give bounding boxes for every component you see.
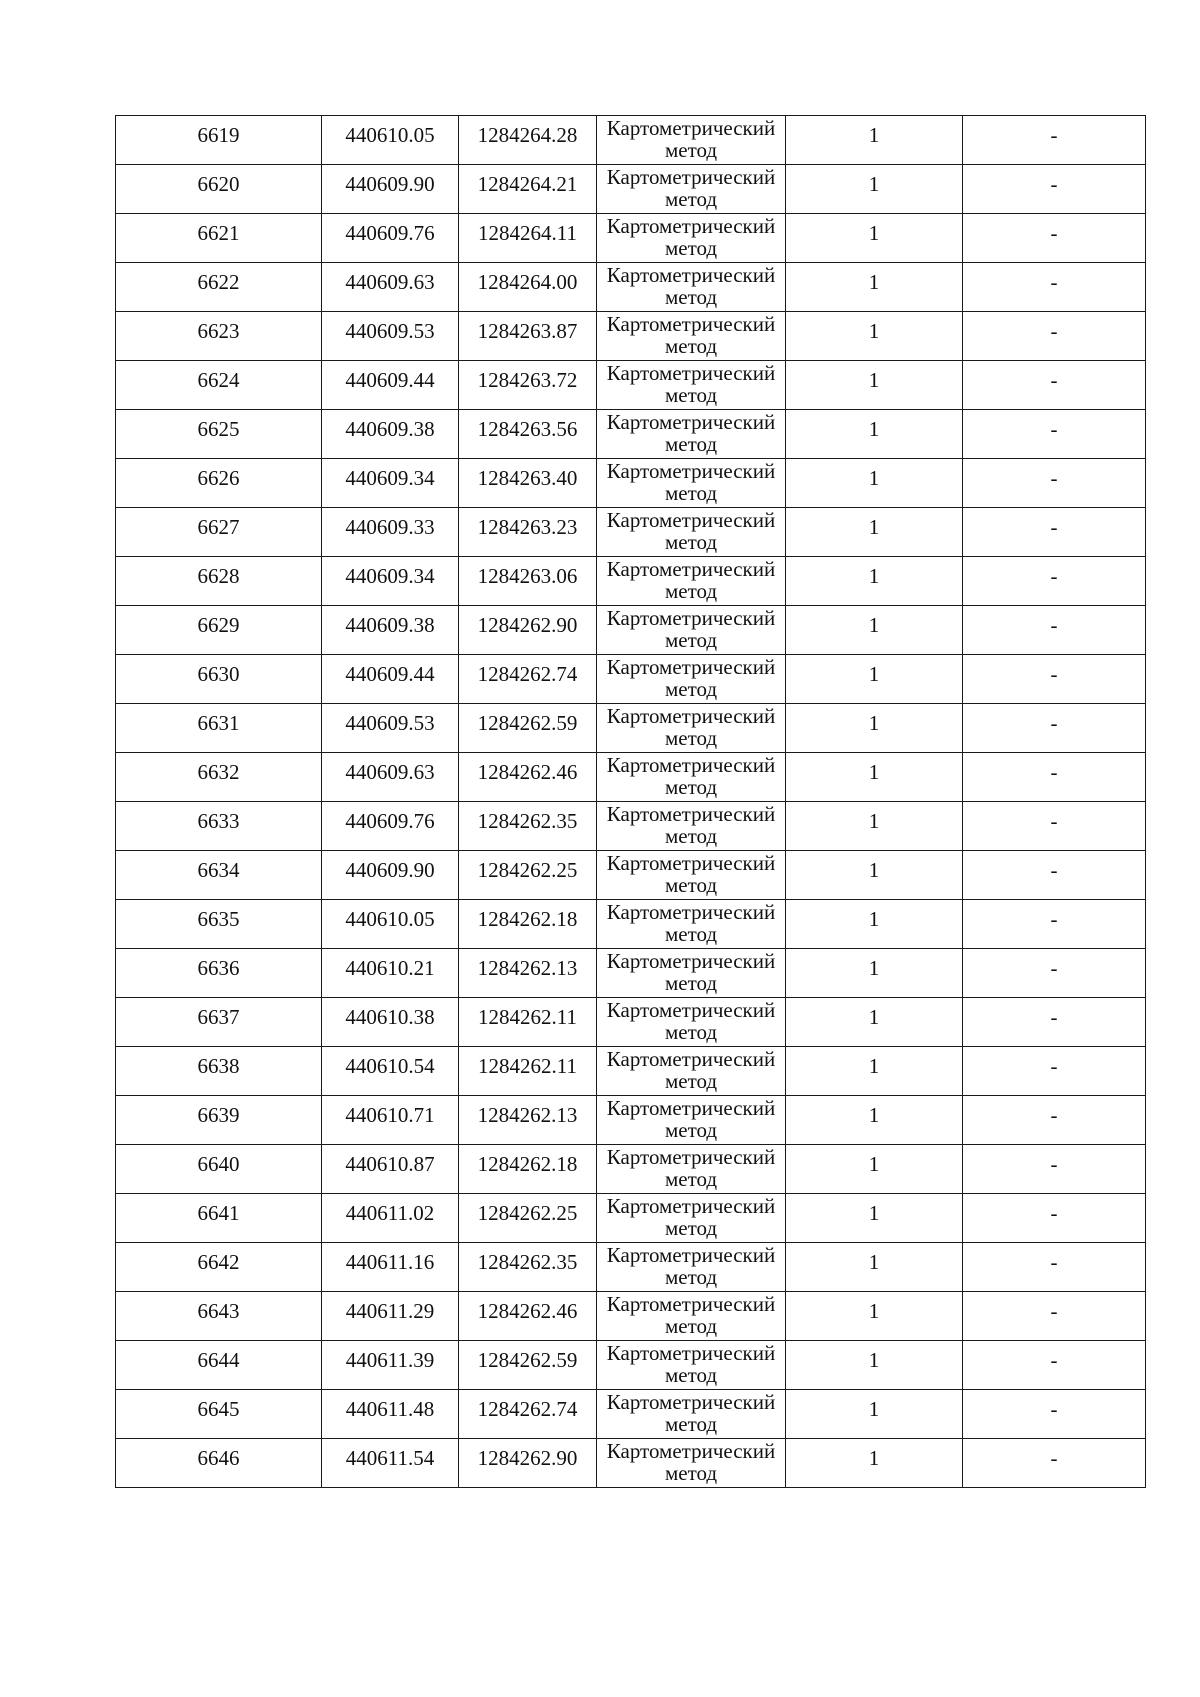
method-text-line1: Картометрический [606,165,776,189]
point-number-cell: 6627 [116,508,322,557]
y-coordinate-cell: 1284262.11 [459,998,597,1047]
method-cell [597,900,786,949]
method-text-line2: метод [664,481,718,505]
method-text-line2: метод [664,1069,718,1093]
method-text-line1: Картометрический [606,508,776,532]
table-row [116,312,1146,361]
y-coordinate-cell: 1284262.59 [459,1341,597,1390]
y-coordinate-cell: 1284262.46 [459,753,597,802]
x-coordinate-cell: 440609.34 [322,459,459,508]
description-cell: - [963,361,1146,410]
method-text-line2: метод [664,138,718,162]
method-cell [597,1341,786,1390]
point-number-cell: 6637 [116,998,322,1047]
accuracy-cell: 1 [786,410,963,459]
description-cell: - [963,606,1146,655]
y-coordinate-cell: 1284262.46 [459,1292,597,1341]
x-coordinate-cell: 440609.44 [322,361,459,410]
table-row [116,1096,1146,1145]
table-row [116,459,1146,508]
method-text-line1: Картометрический [606,312,776,336]
description-cell: - [963,802,1146,851]
method-cell [597,312,786,361]
accuracy-cell: 1 [786,1243,963,1292]
method-cell [597,704,786,753]
method-text-line1: Картометрический [606,1439,776,1463]
x-coordinate-cell: 440610.05 [322,116,459,165]
x-coordinate-cell: 440611.29 [322,1292,459,1341]
method-text-line2: метод [664,677,718,701]
description-cell: - [963,704,1146,753]
point-number-cell: 6644 [116,1341,322,1390]
method-text-line1: Картометрический [606,1243,776,1267]
description-cell: - [963,998,1146,1047]
y-coordinate-cell: 1284262.35 [459,802,597,851]
method-text-line1: Картометрический [606,361,776,385]
description-cell: - [963,1194,1146,1243]
point-number-cell: 6640 [116,1145,322,1194]
method-cell [597,214,786,263]
x-coordinate-cell: 440610.54 [322,1047,459,1096]
method-cell [597,1047,786,1096]
y-coordinate-cell: 1284262.90 [459,1439,597,1488]
x-coordinate-cell: 440611.16 [322,1243,459,1292]
method-text-line1: Картометрический [606,263,776,287]
method-text-line2: метод [664,432,718,456]
table-row [116,263,1146,312]
point-number-cell: 6630 [116,655,322,704]
method-text-line2: метод [664,726,718,750]
description-cell: - [963,1439,1146,1488]
description-cell: - [963,1292,1146,1341]
table-row [116,1145,1146,1194]
accuracy-cell: 1 [786,1096,963,1145]
accuracy-cell: 1 [786,116,963,165]
method-text-line2: метод [664,922,718,946]
point-number-cell: 6631 [116,704,322,753]
description-cell: - [963,116,1146,165]
x-coordinate-cell: 440609.90 [322,851,459,900]
method-cell [597,851,786,900]
point-number-cell: 6621 [116,214,322,263]
y-coordinate-cell: 1284263.23 [459,508,597,557]
x-coordinate-cell: 440609.53 [322,704,459,753]
table-body [116,116,1146,1488]
accuracy-cell: 1 [786,1194,963,1243]
table-row [116,116,1146,165]
table-row [116,1292,1146,1341]
description-cell: - [963,1145,1146,1194]
table-row [116,802,1146,851]
y-coordinate-cell: 1284264.21 [459,165,597,214]
method-text-line1: Картометрический [606,1047,776,1071]
method-text-line2: метод [664,1216,718,1240]
accuracy-cell: 1 [786,851,963,900]
method-cell [597,998,786,1047]
method-cell [597,116,786,165]
accuracy-cell: 1 [786,557,963,606]
table-row [116,655,1146,704]
table-row [116,1243,1146,1292]
y-coordinate-cell: 1284264.00 [459,263,597,312]
point-number-cell: 6638 [116,1047,322,1096]
x-coordinate-cell: 440609.63 [322,263,459,312]
method-cell [597,361,786,410]
accuracy-cell: 1 [786,312,963,361]
method-cell [597,557,786,606]
method-text-line1: Картометрический [606,1096,776,1120]
point-number-cell: 6623 [116,312,322,361]
description-cell: - [963,1390,1146,1439]
point-number-cell: 6642 [116,1243,322,1292]
accuracy-cell: 1 [786,1439,963,1488]
method-cell [597,1243,786,1292]
method-text-line2: метод [664,628,718,652]
table-row [116,753,1146,802]
x-coordinate-cell: 440611.02 [322,1194,459,1243]
accuracy-cell: 1 [786,1047,963,1096]
y-coordinate-cell: 1284262.18 [459,1145,597,1194]
method-text-line1: Картометрический [606,998,776,1022]
y-coordinate-cell: 1284264.28 [459,116,597,165]
method-cell [597,165,786,214]
method-text-line2: метод [664,1020,718,1044]
x-coordinate-cell: 440611.54 [322,1439,459,1488]
method-cell [597,410,786,459]
y-coordinate-cell: 1284263.72 [459,361,597,410]
point-number-cell: 6620 [116,165,322,214]
description-cell: - [963,1096,1146,1145]
table-row [116,165,1146,214]
x-coordinate-cell: 440609.76 [322,802,459,851]
description-cell: - [963,753,1146,802]
method-text-line2: метод [664,1314,718,1338]
description-cell: - [963,900,1146,949]
method-text-line1: Картометрический [606,1292,776,1316]
accuracy-cell: 1 [786,1292,963,1341]
description-cell: - [963,410,1146,459]
y-coordinate-cell: 1284262.35 [459,1243,597,1292]
method-text-line2: метод [664,285,718,309]
description-cell: - [963,851,1146,900]
y-coordinate-cell: 1284262.59 [459,704,597,753]
x-coordinate-cell: 440611.48 [322,1390,459,1439]
accuracy-cell: 1 [786,998,963,1047]
method-text-line2: метод [664,1265,718,1289]
method-cell [597,949,786,998]
point-number-cell: 6628 [116,557,322,606]
table-row [116,1341,1146,1390]
table-row [116,949,1146,998]
y-coordinate-cell: 1284262.25 [459,1194,597,1243]
description-cell: - [963,165,1146,214]
method-text-line1: Картометрический [606,949,776,973]
method-cell [597,1292,786,1341]
x-coordinate-cell: 440610.21 [322,949,459,998]
accuracy-cell: 1 [786,1145,963,1194]
point-number-cell: 6634 [116,851,322,900]
method-text-line2: метод [664,1167,718,1191]
table-row [116,361,1146,410]
x-coordinate-cell: 440609.33 [322,508,459,557]
x-coordinate-cell: 440610.71 [322,1096,459,1145]
method-text-line1: Картометрический [606,1390,776,1414]
x-coordinate-cell: 440609.34 [322,557,459,606]
x-coordinate-cell: 440611.39 [322,1341,459,1390]
accuracy-cell: 1 [786,802,963,851]
accuracy-cell: 1 [786,263,963,312]
point-number-cell: 6629 [116,606,322,655]
accuracy-cell: 1 [786,606,963,655]
x-coordinate-cell: 440609.44 [322,655,459,704]
accuracy-cell: 1 [786,361,963,410]
x-coordinate-cell: 440610.87 [322,1145,459,1194]
point-number-cell: 6624 [116,361,322,410]
accuracy-cell: 1 [786,753,963,802]
point-number-cell: 6645 [116,1390,322,1439]
method-cell [597,1439,786,1488]
point-number-cell: 6626 [116,459,322,508]
x-coordinate-cell: 440609.90 [322,165,459,214]
method-text-line1: Картометрический [606,606,776,630]
x-coordinate-cell: 440609.76 [322,214,459,263]
x-coordinate-cell: 440609.53 [322,312,459,361]
accuracy-cell: 1 [786,508,963,557]
x-coordinate-cell: 440609.38 [322,410,459,459]
method-cell [597,655,786,704]
y-coordinate-cell: 1284263.40 [459,459,597,508]
description-cell: - [963,312,1146,361]
table-row [116,851,1146,900]
y-coordinate-cell: 1284262.25 [459,851,597,900]
description-cell: - [963,214,1146,263]
y-coordinate-cell: 1284262.74 [459,1390,597,1439]
accuracy-cell: 1 [786,1390,963,1439]
x-coordinate-cell: 440609.38 [322,606,459,655]
method-text-line2: метод [664,236,718,260]
method-text-line1: Картометрический [606,410,776,434]
y-coordinate-cell: 1284263.06 [459,557,597,606]
description-cell: - [963,655,1146,704]
method-text-line2: метод [664,1118,718,1142]
method-text-line2: метод [664,1363,718,1387]
method-cell [597,606,786,655]
method-cell [597,263,786,312]
method-text-line1: Картометрический [606,214,776,238]
description-cell: - [963,1243,1146,1292]
method-cell [597,753,786,802]
method-text-line2: метод [664,775,718,799]
method-text-line1: Картометрический [606,802,776,826]
point-number-cell: 6622 [116,263,322,312]
description-cell: - [963,557,1146,606]
method-text-line1: Картометрический [606,459,776,483]
point-number-cell: 6619 [116,116,322,165]
y-coordinate-cell: 1284262.11 [459,1047,597,1096]
method-text-line2: метод [664,383,718,407]
accuracy-cell: 1 [786,704,963,753]
y-coordinate-cell: 1284263.56 [459,410,597,459]
table-row [116,1439,1146,1488]
point-number-cell: 6643 [116,1292,322,1341]
method-cell [597,1096,786,1145]
x-coordinate-cell: 440609.63 [322,753,459,802]
table-row [116,1390,1146,1439]
x-coordinate-cell: 440610.05 [322,900,459,949]
table-row [116,606,1146,655]
point-number-cell: 6625 [116,410,322,459]
accuracy-cell: 1 [786,165,963,214]
method-text-line1: Картометрический [606,851,776,875]
method-cell [597,1194,786,1243]
point-number-cell: 6632 [116,753,322,802]
description-cell: - [963,263,1146,312]
coordinates-table [115,115,1146,1488]
table-row [116,410,1146,459]
method-text-line2: метод [664,187,718,211]
description-cell: - [963,1341,1146,1390]
accuracy-cell: 1 [786,1341,963,1390]
method-text-line2: метод [664,530,718,554]
accuracy-cell: 1 [786,214,963,263]
method-cell [597,1145,786,1194]
method-text-line2: метод [664,824,718,848]
method-text-line2: метод [664,1412,718,1436]
point-number-cell: 6635 [116,900,322,949]
method-cell [597,802,786,851]
table-row [116,508,1146,557]
method-text-line2: метод [664,579,718,603]
y-coordinate-cell: 1284263.87 [459,312,597,361]
table-row [116,214,1146,263]
x-coordinate-cell: 440610.38 [322,998,459,1047]
method-cell [597,508,786,557]
description-cell: - [963,459,1146,508]
y-coordinate-cell: 1284262.18 [459,900,597,949]
point-number-cell: 6646 [116,1439,322,1488]
y-coordinate-cell: 1284264.11 [459,214,597,263]
y-coordinate-cell: 1284262.13 [459,949,597,998]
method-text-line1: Картометрический [606,704,776,728]
accuracy-cell: 1 [786,459,963,508]
method-text-line1: Картометрический [606,557,776,581]
point-number-cell: 6636 [116,949,322,998]
accuracy-cell: 1 [786,949,963,998]
method-text-line1: Картометрический [606,655,776,679]
description-cell: - [963,508,1146,557]
point-number-cell: 6641 [116,1194,322,1243]
description-cell: - [963,1047,1146,1096]
method-text-line1: Картометрический [606,753,776,777]
method-cell [597,1390,786,1439]
y-coordinate-cell: 1284262.13 [459,1096,597,1145]
method-text-line2: метод [664,334,718,358]
method-text-line1: Картометрический [606,1145,776,1169]
y-coordinate-cell: 1284262.90 [459,606,597,655]
method-cell [597,459,786,508]
method-text-line1: Картометрический [606,1194,776,1218]
table-row [116,1047,1146,1096]
point-number-cell: 6633 [116,802,322,851]
point-number-cell: 6639 [116,1096,322,1145]
table-row [116,704,1146,753]
method-text-line2: метод [664,971,718,995]
method-text-line2: метод [664,1461,718,1485]
accuracy-cell: 1 [786,900,963,949]
y-coordinate-cell: 1284262.74 [459,655,597,704]
description-cell: - [963,949,1146,998]
method-text-line1: Картометрический [606,1341,776,1365]
accuracy-cell: 1 [786,655,963,704]
method-text-line1: Картометрический [606,116,776,140]
method-text-line1: Картометрический [606,900,776,924]
table-row [116,900,1146,949]
table-row [116,557,1146,606]
table-row [116,998,1146,1047]
table-row [116,1194,1146,1243]
method-text-line2: метод [664,873,718,897]
